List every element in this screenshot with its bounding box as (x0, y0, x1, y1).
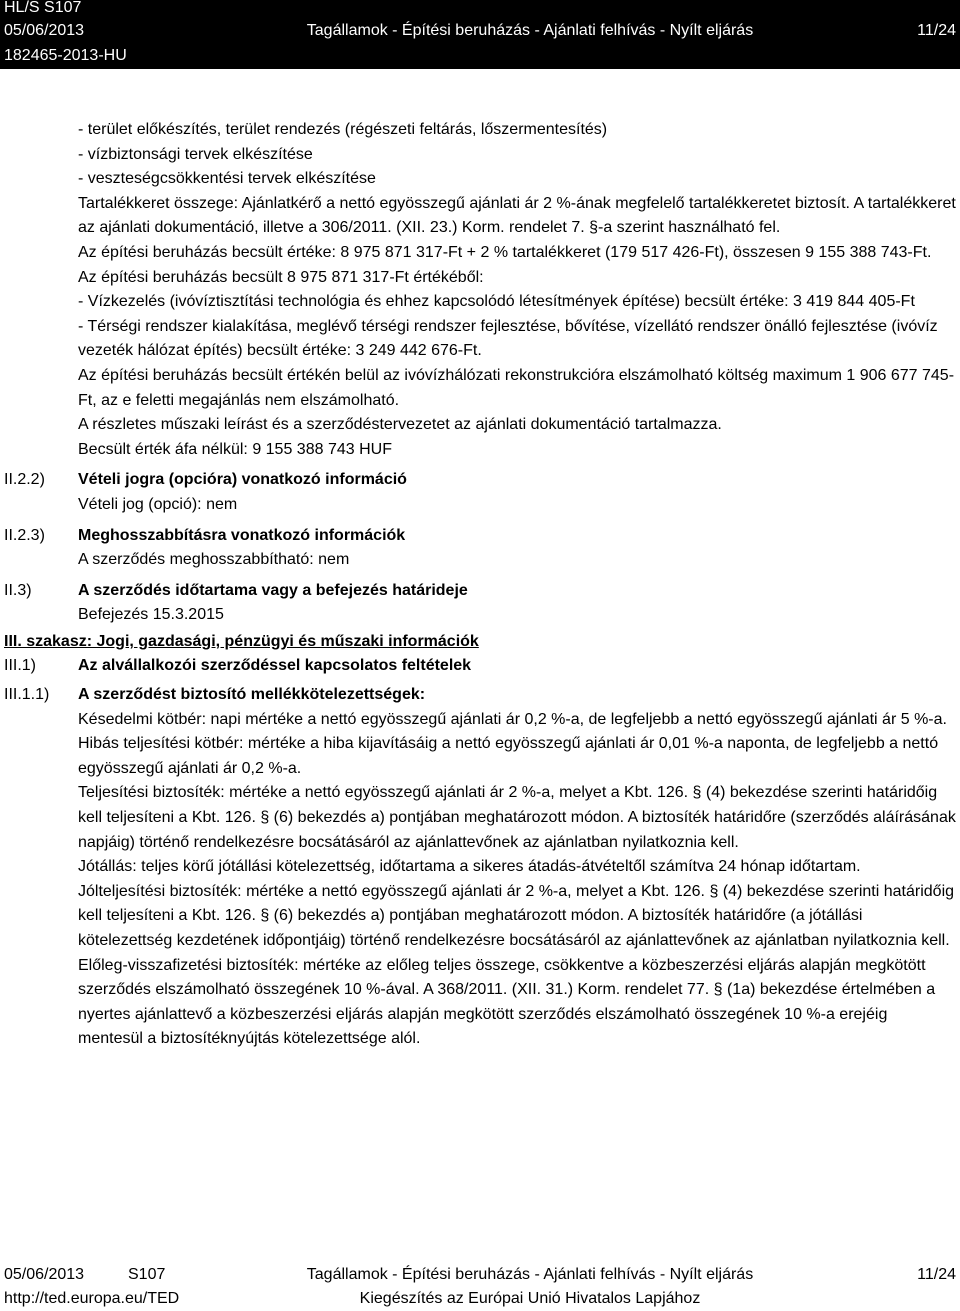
intro-line: Az építési beruházás becsült értéke: 8 975 871 317-Ft + 2 % tartalékkeret (179 517 426-Ft), összesen 9 155 388 743-Ft. (78, 243, 932, 261)
footer-url[interactable]: http://ted.europa.eu/TED (4, 1290, 180, 1307)
header-date: 05/06/2013 (4, 22, 85, 39)
intro-block (0, 118, 960, 462)
section-text: Befejezés 15.3.2015 (78, 606, 224, 624)
intro-line: Az építési beruházás becsült értékén belül az ivóvízhálózati rekonstrukcióra elszámolható költség maximum 1 906 677 745-Ft, az e feletti megajánlás nem elszámolható. (78, 366, 955, 409)
footer-page-number: 11/24 (917, 1266, 956, 1283)
intro-line: - Vízkezelés (ivóvíztisztítási technológia és ehhez kapcsolódó létesítmények építése) becsült értéke: 3 419 844 405-Ft (78, 293, 915, 311)
header-journal: HL/S S107 (4, 0, 82, 16)
intro-line: A részletes műszaki leírást és a szerződéstervezetet az ajánlati dokumentáció tartalmazza. (78, 416, 722, 434)
intro-line: - veszteségcsökkentési tervek elkészítése (78, 170, 376, 188)
intro-line: - vízbiztonsági tervek elkészítése (78, 145, 313, 163)
section-number: III.1.1) (4, 686, 50, 704)
section-ii-3 (0, 579, 960, 628)
section-iii-1 (0, 654, 960, 679)
footer-date: 05/06/2013 (4, 1266, 85, 1283)
header-notice-id: 182465-2013-HU (4, 47, 127, 64)
section-number: III.1) (4, 657, 37, 675)
section-number: II.3) (4, 581, 32, 599)
footer-subtitle: Kiegészítés az Európai Unió Hivatalos Lapjához (359, 1290, 701, 1307)
section-number: II.2.3) (4, 526, 45, 544)
section-paragraph: Hibás teljesítési kötbér: mértéke a hiba kijavításáig a nettó egyösszegű ajánlati ár 0,01 %-a naponta, de legfeljebb a nettó egyösszegű ajánlati ár 0,2 %-a. (78, 735, 939, 777)
document-content (0, 118, 960, 1058)
section-ii-2-2 (0, 468, 960, 517)
intro-line: - Térségi rendszer kialakítása, meglévő térségi rendszer fejlesztése, bővítése, vízellátó rendszer önálló fejlesztése (ivóvíz vezeték hálózat építés) becsült értéke: 3 249 442 676-Ft. (78, 317, 938, 360)
header-title: Tagállamok - Építési beruházás - Ajánlati felhívás - Nyílt eljárás (306, 22, 754, 39)
intro-line: - terület előkészítés, terület rendezés (régészeti feltárás, lőszermentesítés) (78, 121, 608, 138)
intro-line: Tartalékkeret összege: Ajánlatkérő a nettó egyösszegű ajánlati ár 2 %-ának megfelelő tartalékkeretet biztosít. A tartalékkeret az ajánlati dokumentáció, illetve a 306/2011. (XII. 23.) Korm. rendelet 7. §-a szerint használható fel. (78, 194, 956, 237)
page-header (0, 0, 960, 69)
section-paragraph: Előleg-visszafizetési biztosíték: mértéke az előleg teljes összege, csökkentve a közbeszerzési eljárás alapján megkötött szerződés elszámolható összegének 10 %-ával. A 368/2011. (XII. 31.) Korm. rendelet 77. § (1a) bekezdése értelmében a nyertes ajánlattevő a közbeszerzési eljárás alapján megkötött szerződés elszámolható összegének 10 %-a erejéig mentesül a biztosítéknyújtás kötelezettsége alól. (78, 956, 936, 1048)
section-heading: Meghosszabbításra vonatkozó információk (78, 526, 406, 544)
section-iii-title: III. szakasz: Jogi, gazdasági, pénzügyi és műszaki információk (4, 632, 479, 650)
section-paragraph: Késedelmi kötbér: napi mértéke a nettó egyösszegű ajánlati ár 0,2 %-a, de legfeljebb a nettó egyösszegű ajánlati ár 5 %-a. (78, 710, 947, 728)
section-iii-1-1 (0, 683, 960, 1052)
section-text: A szerződés meghosszabbítható: nem (78, 551, 350, 569)
footer-title: Tagállamok - Építési beruházás - Ajánlati felhívás - Nyílt eljárás (306, 1266, 754, 1283)
section-heading: A szerződés időtartama vagy a befejezés határideje (78, 581, 468, 599)
section-heading: Az alvállalkozói szerződéssel kapcsolatos feltételek (78, 657, 472, 675)
intro-line: Az építési beruházás becsült 8 975 871 317-Ft értékéből: (78, 268, 484, 286)
section-heading: Vételi jogra (opcióra) vonatkozó információ (78, 471, 407, 489)
section-paragraph: Jótállás: teljes körű jótállási kötelezettség, időtartama a sikeres átadás-átvételtől számítva 24 hónap időtartam. (78, 858, 861, 876)
header-page-number: 11/24 (917, 22, 956, 39)
section-ii-2-3 (0, 524, 960, 573)
intro-line: Becsült érték áfa nélkül: 9 155 388 743 HUF (78, 440, 392, 458)
section-paragraph: Teljesítési biztosíték: mértéke a nettó egyösszegű ajánlati ár 2 %-a, melyet a Kbt. 126. § (4) bekezdése szerinti határidőig kell teljesíteni a Kbt. 126. § (6) bekezdés a) pontjában meghatározott módon. A biztosíték határidőre (szerződés aláírásának napjáig) történő rendelkezésre bocsátásáról az ajánlattevőnek az ajánlatban nyilatkoznia kell. (78, 784, 956, 851)
section-heading: A szerződést biztosító mellékkötelezettségek: (78, 686, 426, 704)
section-number: II.2.2) (4, 471, 45, 489)
page-footer (0, 1262, 960, 1311)
section-paragraph: Jólteljesítési biztosíték: mértéke a nettó egyösszegű ajánlati ár 2 %-a, melyet a Kbt. 126. § (4) bekezdése szerinti határidőig kell teljesíteni a Kbt. 126. § (6) bekezdés a) pontjában meghatározott módon. A biztosíték határidőre (a jótállási kötelezettség kezdetének időpontjáig) történő rendelkezésre bocsátásáról az ajánlattevőnek az ajánlatban nyilatkoznia kell. (78, 882, 955, 949)
footer-series: S107 (128, 1266, 166, 1283)
section-text: Vételi jog (opció): nem (78, 495, 238, 513)
